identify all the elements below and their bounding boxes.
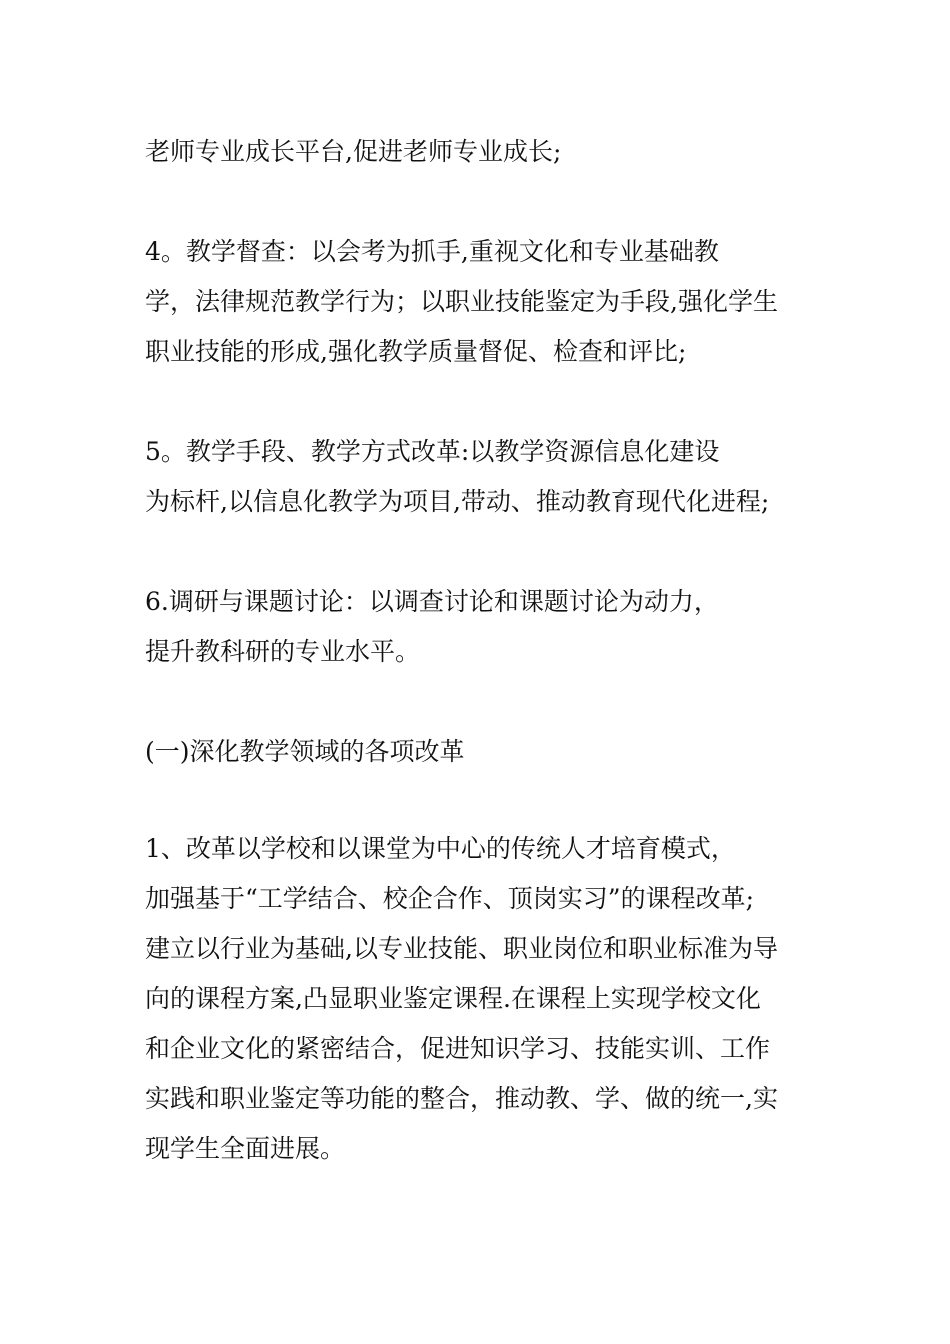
text-line: 职业技能的形成,强化教学质量督促、检查和评比; [145, 337, 687, 366]
section-heading: (一)深化教学领域的各项改革 [145, 737, 465, 766]
text-line: 6.调研与课题讨论：以调查讨论和课题讨论为动力， [145, 587, 719, 616]
text-line: 向的课程方案,凸显职业鉴定课程.在课程上实现学校文化 [145, 984, 761, 1013]
text-line: 建立以行业为基础,以专业技能、职业岗位和职业标准为导 [145, 934, 778, 963]
text-line: 老师专业成长平台,促进老师专业成长; [145, 137, 562, 166]
text-line: 为标杆,以信息化教学为项目,带动、推动教育现代化进程; [145, 487, 770, 516]
text-line: 4。教学督查：以会考为抓手,重视文化和专业基础教 [145, 237, 719, 266]
text-line: 实践和职业鉴定等功能的整合，推动教、学、做的统一,实 [145, 1084, 778, 1113]
text-line: 5。教学手段、教学方式改革:以教学资源信息化建设 [145, 437, 720, 466]
text-line: 现学生全面进展。 [145, 1134, 346, 1163]
text-line: 和企业文化的紧密结合，促进知识学习、技能实训、工作 [145, 1034, 771, 1063]
text-line: 提升教科研的专业水平。 [145, 637, 421, 666]
text-line: 1、改革以学校和以课堂为中心的传统人才培育模式， [145, 834, 736, 863]
text-line: 加强基于“工学结合、校企合作、顶岗实习”的课程改革; [145, 884, 754, 913]
text-line: 学，法律规范教学行为；以职业技能鉴定为手段,强化学生 [145, 287, 778, 316]
